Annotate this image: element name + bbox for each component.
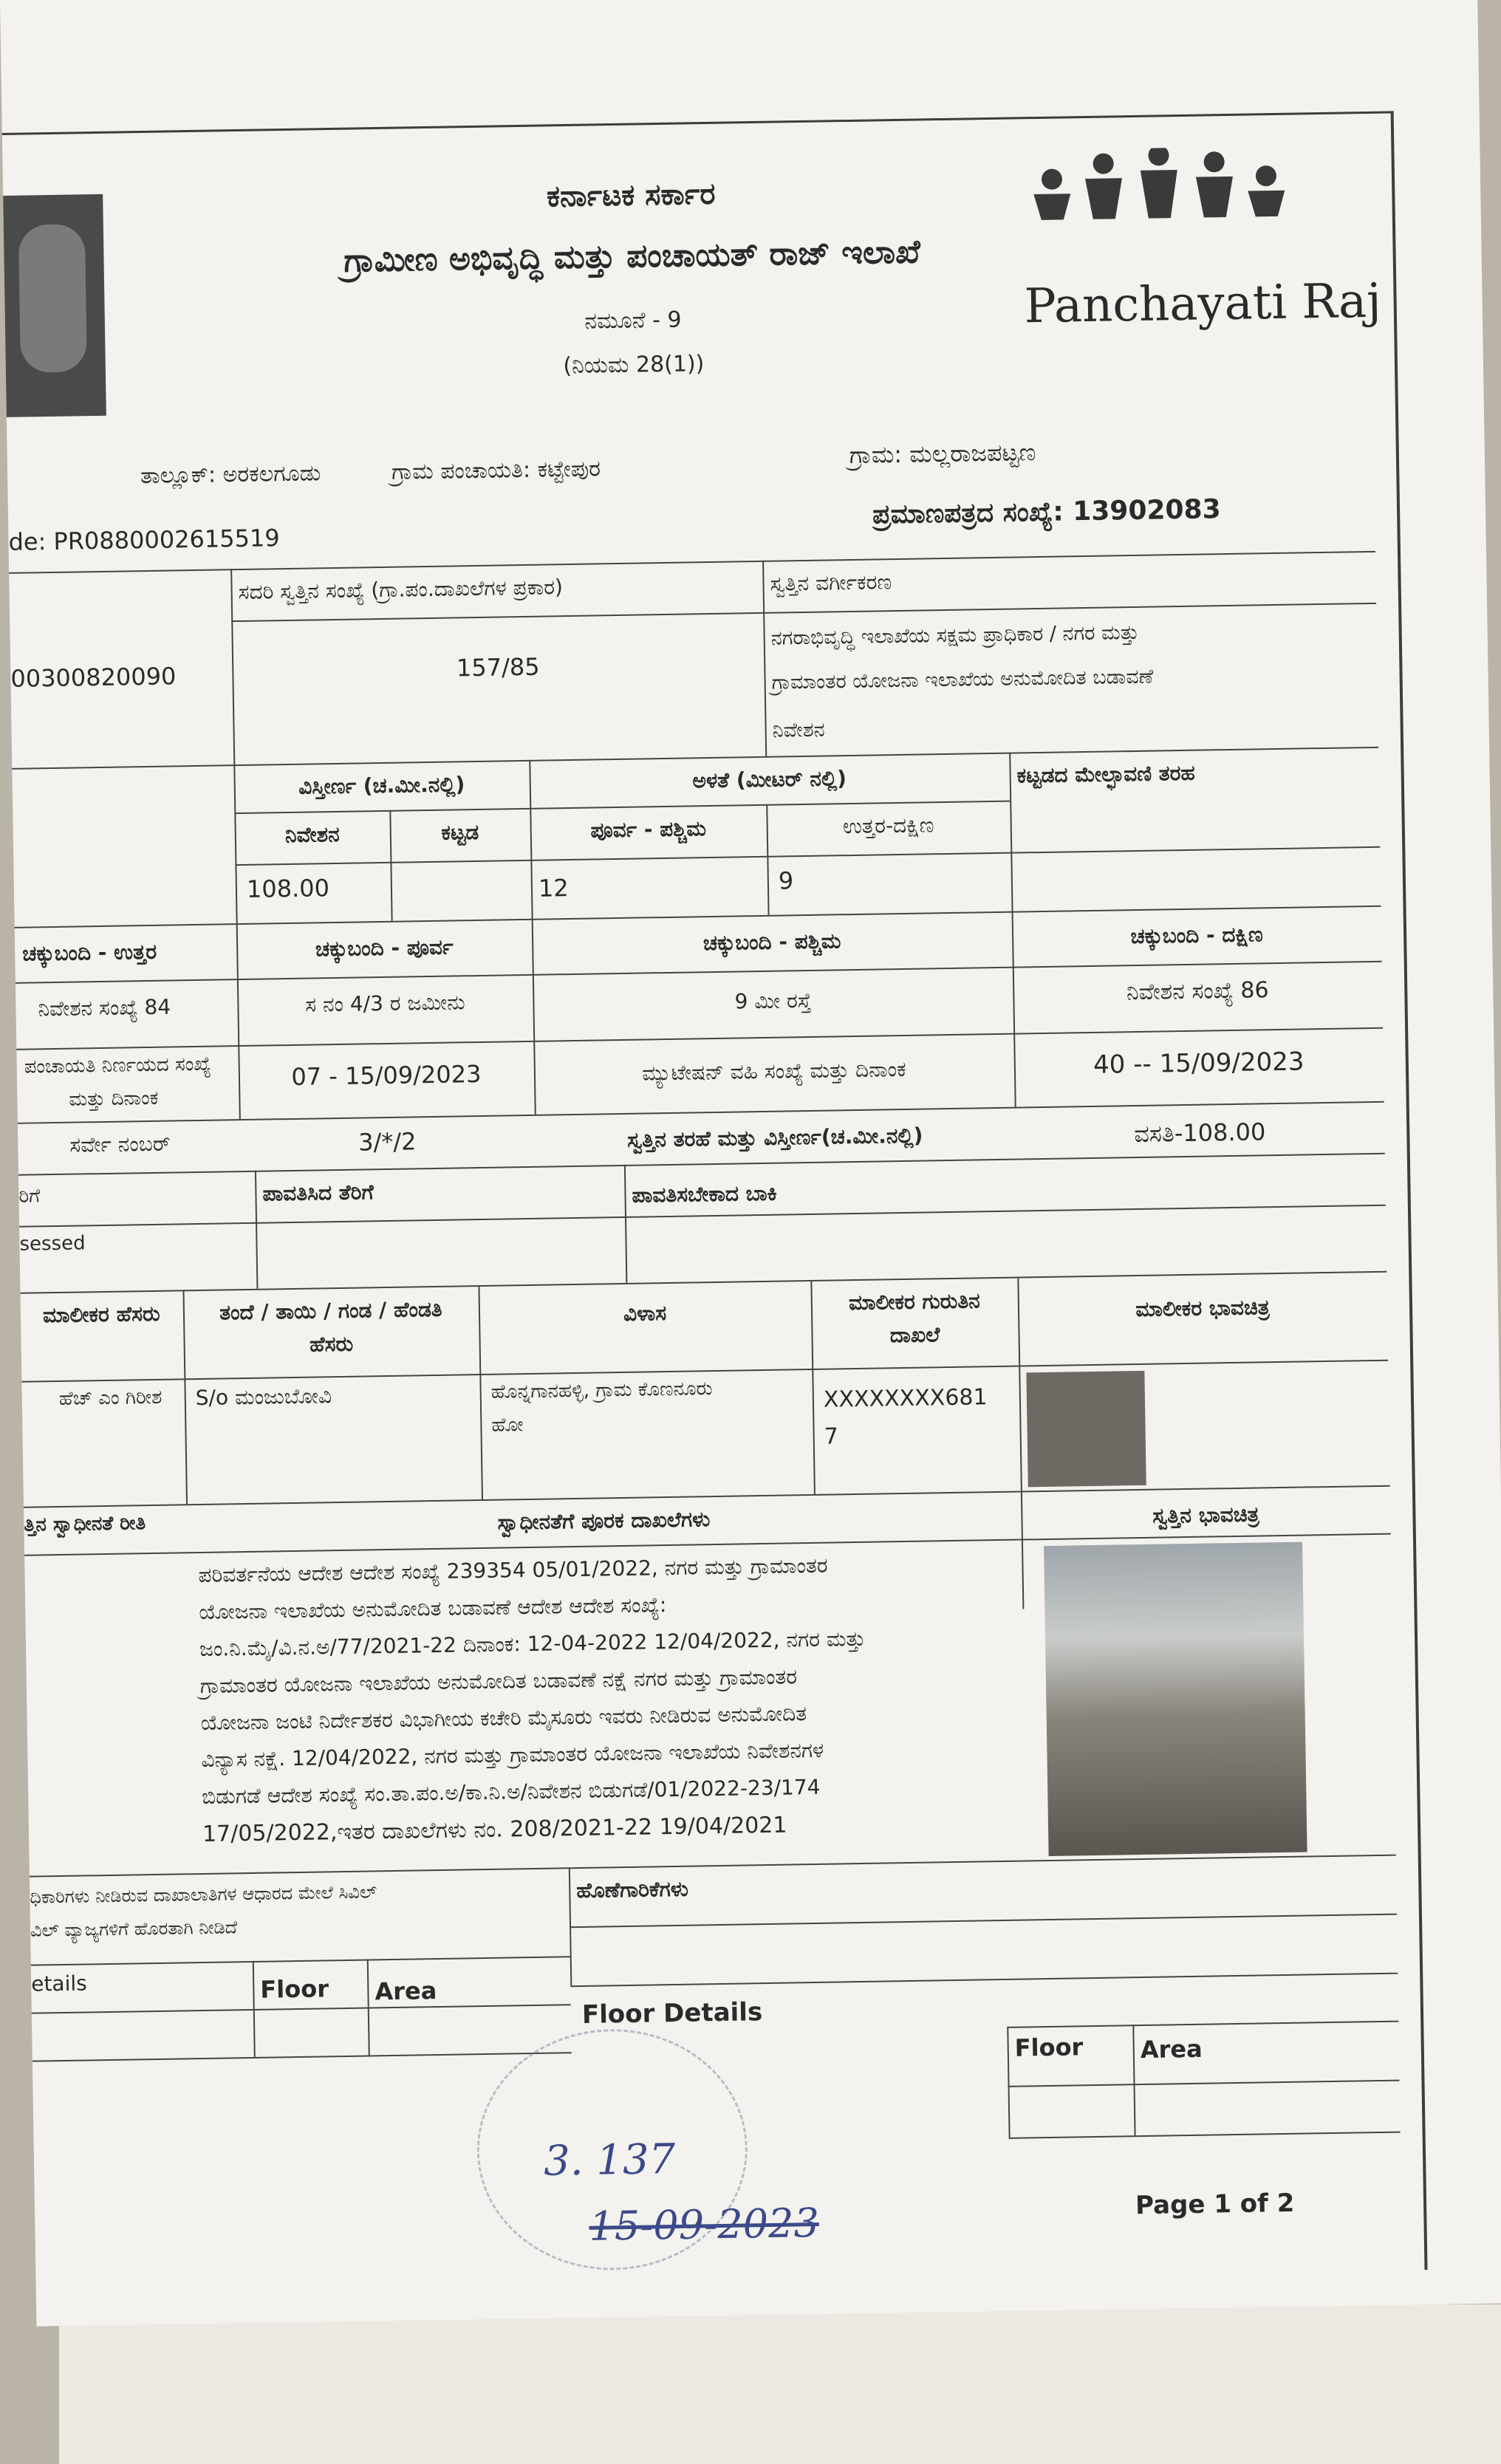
- doc-line: ಪರಿವರ್ತನೆಯ ಆದೇಶ ಆದೇಶ ಸಂಖ್ಯೆ 239354 05/01/2022, ನಗರ ಮತ್ತು ಗ್ರಾಮಾಂತರ: [198, 1553, 828, 1588]
- relation-label-2: ಹೆಸರು: [309, 1331, 354, 1357]
- owner-id-value-2: 7: [824, 1423, 839, 1450]
- area-label: ವಿಸ್ತೀರ್ಣ (ಚ.ಮೀ.ನಲ್ಲಿ): [298, 772, 465, 799]
- ownership-mode-label: ತ್ತಿನ ಸ್ವಾಧೀನತೆ ರೀತಿ: [24, 1512, 146, 1536]
- panchayati-raj-logo-icon: [1022, 146, 1297, 283]
- taluk: ತಾಲ್ಲೂಕ್: ಅರಕಲಗೂಡು: [140, 460, 321, 490]
- rule-number: (ನಿಯಮ 28(1)): [563, 351, 705, 380]
- tax-assessed: sessed: [19, 1232, 86, 1256]
- resolution-label-2: ಮತ್ತು ದಿನಾಂಕ: [69, 1086, 159, 1111]
- east-west-value: 12: [538, 874, 569, 903]
- north-south-label: ಉತ್ತರ-ದಕ್ಷಿಣ: [842, 812, 934, 839]
- owner-name-label: ಮಾಲೀಕರ ಹೆಸರು: [42, 1301, 160, 1328]
- form-number: ನಮೂನೆ - 9: [584, 307, 682, 335]
- east-west-label: ಪೂರ್ವ - ಪಶ್ಚಿಮ: [590, 816, 707, 843]
- owner-photo: [1026, 1371, 1146, 1487]
- doc-line: ವಿನ್ಯಾಸ ನಕ್ಷೆ. 12/04/2022, ನಗರ ಮತ್ತು ಗ್ರಾಮಾಂತರ ಯೋಜನಾ ಇಲಾಖೆಯ ನಿವೇಶನಗಳ: [201, 1737, 824, 1773]
- resolution-value: 07 - 15/09/2023: [291, 1059, 482, 1091]
- doc-line: ಯೋಜನಾ ಇಲಾಖೆಯ ಅನುಮೋದಿತ ಬಡಾವಣೆ ಆದೇಶ ಆದೇಶ ಸಂಖ್ಯೆ:: [199, 1592, 667, 1625]
- survey-value: 3/*/2: [358, 1127, 417, 1157]
- logo-text: Panchayati Raj: [1024, 273, 1382, 335]
- property-type-value: ವಸತಿ-108.00: [1133, 1118, 1266, 1149]
- property-id-value: 157/85: [456, 652, 540, 682]
- gram-panchayat: ಗ್ರಾಮ ಪಂಚಾಯತಿ: ಕಟ್ಟೇಪುರ: [391, 456, 601, 485]
- owner-id-value-1: XXXXXXXX681: [823, 1384, 988, 1413]
- north-south-value: 9: [778, 866, 794, 895]
- handwritten-date: 15-09-2023: [588, 2199, 820, 2250]
- gov-title: ಕರ್ನಾಟಕ ಸರ್ಕಾರ: [546, 177, 716, 214]
- property-photo: [1044, 1542, 1307, 1856]
- tax-due-label: ಪಾವತಿಸಬೇಕಾದ ಬಾಕಿ: [632, 1180, 778, 1208]
- village: ಗ್ರಾಮ: ಮಲ್ಲರಾಜಪಟ್ಟಣ: [849, 438, 1036, 470]
- floor-details-label: Floor Details: [581, 1997, 763, 2030]
- relation-label-1: ತಂದೆ / ತಾಯಿ / ಗಂಡ / ಹೆಂಡತಿ: [219, 1296, 442, 1325]
- property-left-id: 00300820090: [10, 662, 177, 693]
- survey-label: ಸರ್ವೇ ನಂಬರ್: [69, 1131, 171, 1157]
- boundary-east-value: ಸ ನಂ 4/3 ರ ಜಮೀನು: [304, 990, 465, 1017]
- doc-line: ಜಂ.ನಿ.ಮೈ/ವಿ.ನ.ಅ/77/2021-22 ದಿನಾಂಕ: 12-04-2022 12/04/2022, ನಗರ ಮತ್ತು: [199, 1626, 866, 1662]
- footer-note-1: ಧಿಕಾರಿಗಳು ನೀಡಿರುವ ದಾಖಾಲಾತಿಗಳ ಆಧಾರದ ಮೇಲೆ ಸಿವಿಲ್: [30, 1881, 377, 1908]
- area-label-left: Area: [375, 1977, 437, 2006]
- owner-photo-label: ಮಾಲೀಕರ ಭಾವಚಿತ್ರ: [1135, 1295, 1270, 1322]
- liabilities-label: ಹೊಣೆಗಾರಿಕೆಗಳು: [576, 1876, 689, 1903]
- owner-address-2: ಹೋ: [491, 1414, 524, 1437]
- property-id-label: ಸದರಿ ಸ್ವತ್ತಿನ ಸಂಖ್ಯೆ (ಗ್ರಾ.ಪಂ.ದಾಖಲೆಗಳ ಪ್ರಕಾರ): [238, 575, 564, 605]
- owner-relation: S/o ಮಂಜುಬೋವಿ: [195, 1383, 332, 1411]
- boundary-north-label: ಚಕ್ಕುಬಂದಿ - ಉತ್ತರ: [22, 939, 157, 966]
- site-label: ನಿವೇಶನ: [284, 821, 340, 848]
- resolution-label-1: ಪಂಚಾಯತಿ ನಿರ್ಣಯದ ಸಂಖ್ಯೆ: [24, 1053, 212, 1078]
- tax-left-label: ರಿಗೆ: [18, 1185, 41, 1208]
- classification-label: ಸ್ವತ್ತಿನ ವರ್ಗೀಕರಣ: [770, 569, 892, 596]
- page-number: Page 1 of 2: [1135, 2188, 1295, 2221]
- doc-line: ಬಿಡುಗಡೆ ಆದೇಶ ಸಂಖ್ಯೆ ಸಂ.ತಾ.ಪಂ.ಅ/ಕಾ.ನಿ.ಅ/ನಿವೇಶನ ಬಿಡುಗಡೆ/01/2022-23/174: [201, 1774, 821, 1810]
- boundary-north-value: ನಿವೇಶನ ಸಂಖ್ಯೆ 84: [38, 994, 171, 1021]
- doc-line: 17/05/2022,ಇತರ ದಾಖಲೆಗಳು ನಂ. 208/2021-22 19/04/2021: [202, 1812, 787, 1847]
- address-label: ವಿಳಾಸ: [623, 1301, 667, 1326]
- owner-address-1: ಹೊನ್ನಗಾನಹಳ್ಳಿ, ಗ್ರಾಮ ಕೊಣನೂರು: [490, 1378, 713, 1403]
- property-code: de: PR0880002615519: [8, 524, 280, 556]
- owner-id-label-1: ಮಾಲೀಕರ ಗುರುತಿನ: [848, 1288, 980, 1315]
- background-paper: [59, 2304, 1501, 2464]
- footer-note-2: ವಿಲ್ ವ್ಯಾಜ್ಯಗಳಿಗೆ ಹೊರತಾಗಿ ನೀಡಿದೆ: [30, 1917, 238, 1941]
- handwritten-number: 3. 137: [543, 2135, 676, 2186]
- boundary-west-label: ಚಕ್ಕುಬಂದಿ - ಪಶ್ಚಿಮ: [702, 928, 841, 956]
- classification-line-1: ನಗರಾಭಿವೃದ್ಧಿ ಇಲಾಖೆಯ ಸಕ್ಷಮ ಪ್ರಾಧಿಕಾರ / ನಗರ ಮತ್ತು: [770, 620, 1140, 650]
- boundary-west-value: 9 ಮೀ ರಸ್ತೆ: [734, 988, 812, 1014]
- floor-label-left: Floor: [260, 1974, 329, 2004]
- state-emblem-icon: [3, 194, 106, 417]
- dept-title: ಗ್ರಾಮೀಣ ಅಭಿವೃದ್ಧಿ ಮತ್ತು ಪಂಚಾಯತ್ ರಾಜ್ ಇಲಾಖೆ: [343, 233, 921, 280]
- owner-name: ಹೆಚ್ ಎಂ ಗಿರೀಶ: [58, 1386, 163, 1410]
- doc-line: ಯೋಜನಾ ಜಂಟಿ ನಿರ್ದೇಶಕರ ವಿಭಾಗೀಯ ಕಚೇರಿ ಮೈಸೂರು ಇವರು ನೀಡಿರುವ ಅನುಮೋದಿತ: [200, 1701, 807, 1736]
- tax-paid-label: ಪಾವತಿಸಿದ ತೆರಿಗೆ: [262, 1180, 375, 1206]
- details-label: etails: [30, 1971, 87, 1996]
- building-label: ಕಟ್ಟಡ: [441, 819, 479, 845]
- doc-line: ಗ್ರಾಮಾಂತರ ಯೋಜನಾ ಇಲಾಖೆಯ ಅನುಮೋದಿತ ಬಡಾವಣೆ ನಕ್ಷೆ ನಗರ ಮತ್ತು ಗ್ರಾಮಾಂತರ: [199, 1664, 798, 1699]
- floor-label-right: Floor: [1014, 2033, 1084, 2062]
- boundary-south-label: ಚಕ್ಕುಬಂದಿ - ದಕ್ಷಿಣ: [1130, 922, 1263, 949]
- boundary-south-value: ನಿವೇಶನ ಸಂಖ್ಯೆ 86: [1126, 977, 1269, 1006]
- property-type-label: ಸ್ವತ್ತಿನ ತರಹೆ ಮತ್ತು ವಿಸ್ತೀರ್ಣ(ಚ.ಮೀ.ನಲ್ಲಿ): [627, 1123, 923, 1152]
- roof-type-label: ಕಟ್ಟಡದ ಮೇಲ್ಛಾವಣಿ ತರಹ: [1016, 760, 1196, 788]
- ownership-docs-label: ಸ್ವಾಧೀನತೆಗೆ ಪೂರಕ ದಾಖಲೆಗಳು: [497, 1507, 711, 1535]
- mutation-label: ಮ್ಯುಟೇಷನ್ ವಹಿ ಸಂಖ್ಯೆ ಮತ್ತು ದಿನಾಂಕ: [641, 1056, 906, 1086]
- classification-line-2: ಗ್ರಾಮಾಂತರ ಯೋಜನಾ ಇಲಾಖೆಯ ಅನುಮೋದಿತ ಬಡಾವಣೆ: [771, 665, 1154, 694]
- property-photo-label: ಸ್ವತ್ತಿನ ಭಾವಚಿತ್ರ: [1152, 1502, 1259, 1528]
- certificate-number: ಪ್ರಮಾಣಪತ್ರದ ಸಂಖ್ಯೆ: 13902083: [872, 494, 1221, 530]
- owner-id-label-2: ದಾಖಲೆ: [889, 1322, 940, 1348]
- area-label-right: Area: [1140, 2034, 1203, 2064]
- mutation-value: 40 -- 15/09/2023: [1093, 1047, 1305, 1080]
- boundary-east-label: ಚಕ್ಕುಬಂದಿ - ಪೂರ್ವ: [315, 934, 454, 962]
- classification-line-3: ನಿವೇಶನ: [772, 718, 825, 742]
- site-area-value: 108.00: [246, 874, 330, 903]
- dimension-label: ಅಳತೆ (ಮೀಟರ್ ನಲ್ಲಿ): [692, 766, 847, 793]
